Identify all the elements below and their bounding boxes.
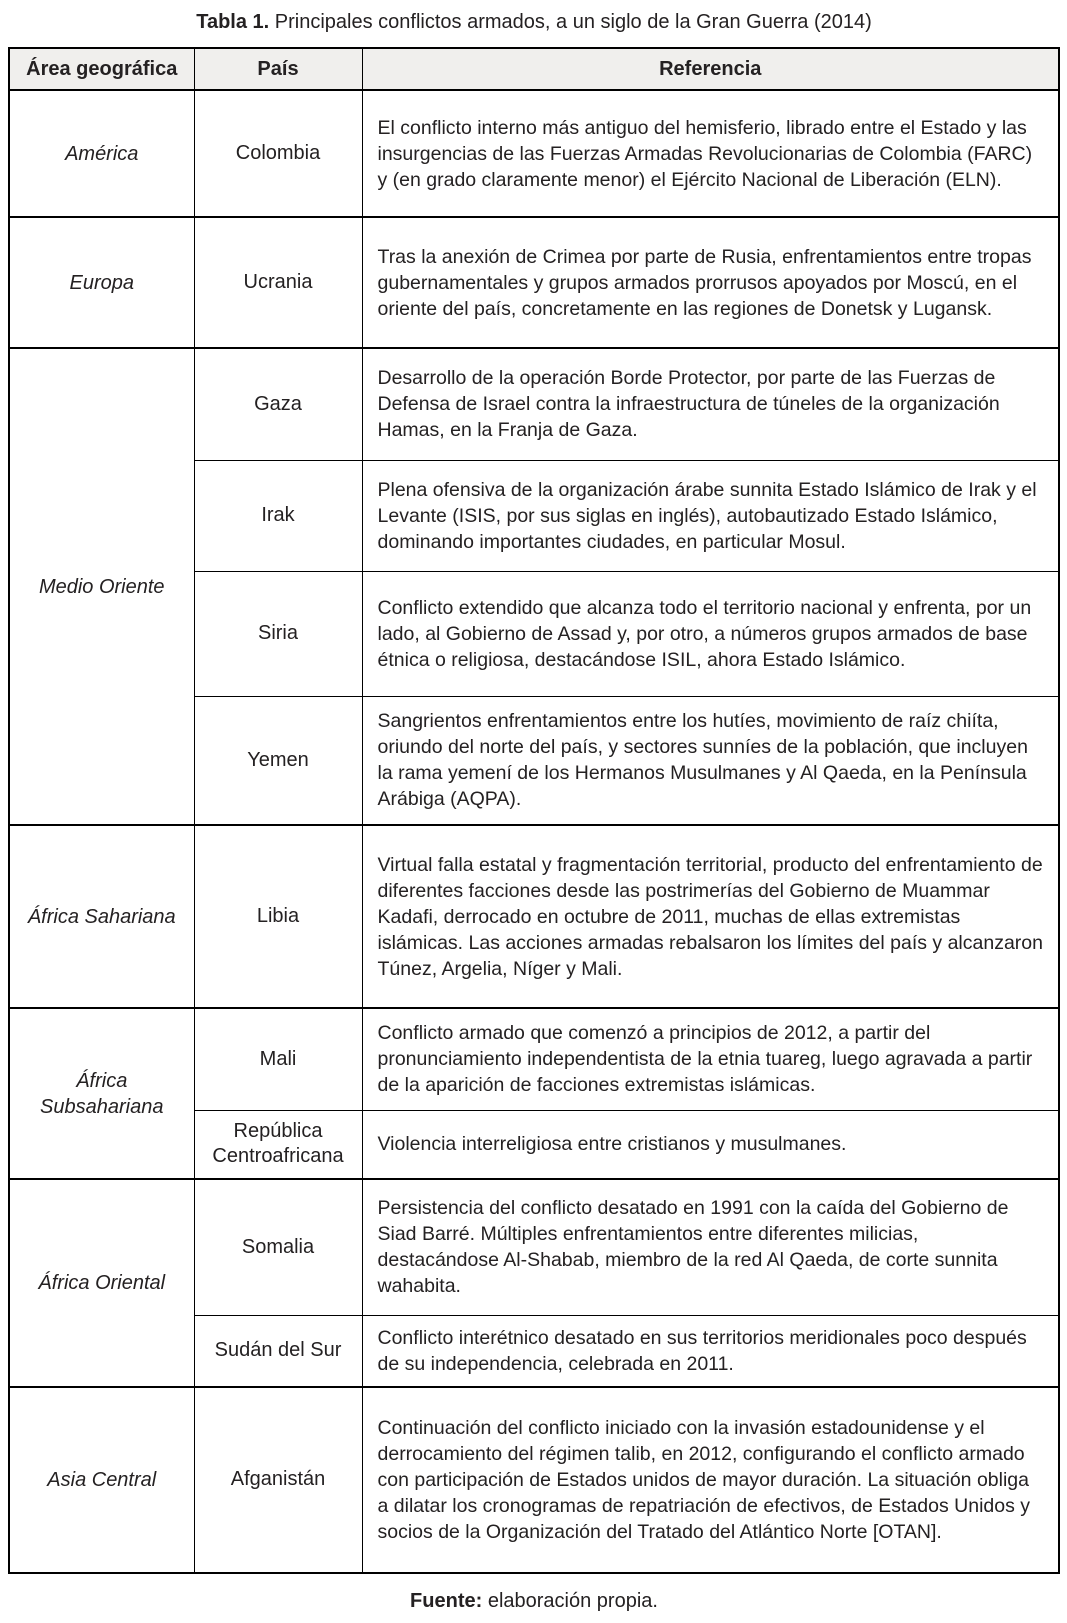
source-label: Fuente: <box>410 1589 483 1612</box>
area-cell-asia-central: Asia Central <box>9 1387 194 1573</box>
country-cell-libia: Libia <box>194 825 362 1008</box>
header-referencia: Referencia <box>362 48 1059 90</box>
reference-cell-republica-centroafricana: Violencia interreligiosa entre cristianos y musulmanes. <box>362 1110 1059 1179</box>
country-cell-colombia: Colombia <box>194 90 362 217</box>
area-cell-medio-oriente: Medio Oriente <box>9 348 194 825</box>
area-cell-africa-sahariana: África Sahariana <box>9 825 194 1008</box>
table-row <box>9 1008 1059 1110</box>
reference-cell-mali: Conflicto armado que comenzó a principios de 2012, a partir del pronunciamiento independentista de la etnia tuareg, luego agravada a partir de la aparición de facciones extremistas islámicas. <box>362 1008 1059 1110</box>
header-area-geografica: Área geográfica <box>9 48 194 90</box>
header-pais: País <box>194 48 362 90</box>
header-row <box>9 48 1059 90</box>
conflicts-table <box>8 47 1060 1574</box>
area-cell-america: América <box>9 90 194 217</box>
reference-cell-afganistan: Continuación del conflicto iniciado con la invasión estadounidense y el derrocamiento del régimen talib, en 2012, configurando el conflicto armado con participación de Estados unidos de mayor duración. La situación obliga a dilatar los cronogramas de repatriación de efectivos, de Estados Unidos y socios de la Organización del Tratado del Atlántico Norte [OTAN]. <box>362 1387 1059 1573</box>
table-row <box>9 1179 1059 1315</box>
country-cell-afganistan: Afganistán <box>194 1387 362 1573</box>
table-row <box>9 348 1059 460</box>
reference-cell-irak: Plena ofensiva de la organización árabe sunnita Estado Islámico de Irak y el Levante (ISIS, por sus siglas en inglés), autobautizado Estado Islámico, dominando importantes ciudades, en particular Mosul. <box>362 460 1059 571</box>
reference-cell-yemen: Sangrientos enfrentamientos entre los hutíes, movimiento de raíz chiíta, oriundo del norte del país, y sectores sunníes de la población, que incluyen la rama yemení de los Hermanos Musulmanes y Al Qaeda, en la Península Arábiga (AQPA). <box>362 696 1059 825</box>
source-text: elaboración propia. <box>487 1589 658 1612</box>
table-title-text: Principales conflictos armados, a un siglo de la Gran Guerra (2014) <box>274 11 872 33</box>
country-cell-somalia: Somalia <box>194 1179 362 1315</box>
reference-cell-gaza: Desarrollo de la operación Borde Protector, por parte de las Fuerzas de Defensa de Israel contra la infraestructura de túneles de la organización Hamas, en la Franja de Gaza. <box>362 348 1059 460</box>
table-row <box>9 217 1059 348</box>
table-title <box>8 11 1060 34</box>
reference-cell-colombia: El conflicto interno más antiguo del hemisferio, librado entre el Estado y las insurgencias de las Fuerzas Armadas Revolucionarias de Colombia (FARC) y (en grado claramente menor) el Ejército Nacional de Liberación (ELN). <box>362 90 1059 217</box>
area-cell-europa: Europa <box>9 217 194 348</box>
reference-cell-ucrania: Tras la anexión de Crimea por parte de Rusia, enfrentamientos entre tropas gubernamentales y grupos armados prorrusos apoyados por Moscú, en el oriente del país, concretamente en las regiones de Donetsk y Lugansk. <box>362 217 1059 348</box>
table-row <box>9 825 1059 1008</box>
country-cell-ucrania: Ucrania <box>194 217 362 348</box>
country-cell-yemen: Yemen <box>194 696 362 825</box>
source-note <box>8 1590 1060 1613</box>
reference-cell-libia: Virtual falla estatal y fragmentación territorial, producto del enfrentamiento de diferentes facciones desde las postrimerías del Gobierno de Muammar Kadafi, derrocado en octubre de 2011, muchas de ellas extremistas islámicas. Las acciones armadas rebalsaron los límites del país y alcanzaron Túnez, Argelia, Níger y Mali. <box>362 825 1059 1008</box>
reference-cell-somalia: Persistencia del conflicto desatado en 1991 con la caída del Gobierno de Siad Barré. Múltiples enfrentamientos entre diferentes milicias, destacándose Al-Shabab, miembro de la red Al Qaeda, de corte sunnita wahabita. <box>362 1179 1059 1315</box>
area-cell-africa-oriental: África Oriental <box>9 1179 194 1387</box>
country-cell-republica-centroafricana: República Centroafricana <box>194 1110 362 1179</box>
country-cell-irak: Irak <box>194 460 362 571</box>
country-cell-sudan-del-sur: Sudán del Sur <box>194 1315 362 1387</box>
country-cell-mali: Mali <box>194 1008 362 1110</box>
reference-cell-sudan-del-sur: Conflicto interétnico desatado en sus territorios meridionales poco después de su independencia, celebrada en 2011. <box>362 1315 1059 1387</box>
table-title-label: Tabla 1. <box>196 11 270 33</box>
country-cell-siria: Siria <box>194 571 362 696</box>
table-row <box>9 1387 1059 1573</box>
country-cell-gaza: Gaza <box>194 348 362 460</box>
reference-cell-siria: Conflicto extendido que alcanza todo el territorio nacional y enfrenta, por un lado, al Gobierno de Assad y, por otro, a números grupos armados de base étnica o religiosa, destacándose ISIL, ahora Estado Islámico. <box>362 571 1059 696</box>
table-row <box>9 90 1059 217</box>
area-cell-africa-subsahariana: África Subsahariana <box>9 1008 194 1179</box>
